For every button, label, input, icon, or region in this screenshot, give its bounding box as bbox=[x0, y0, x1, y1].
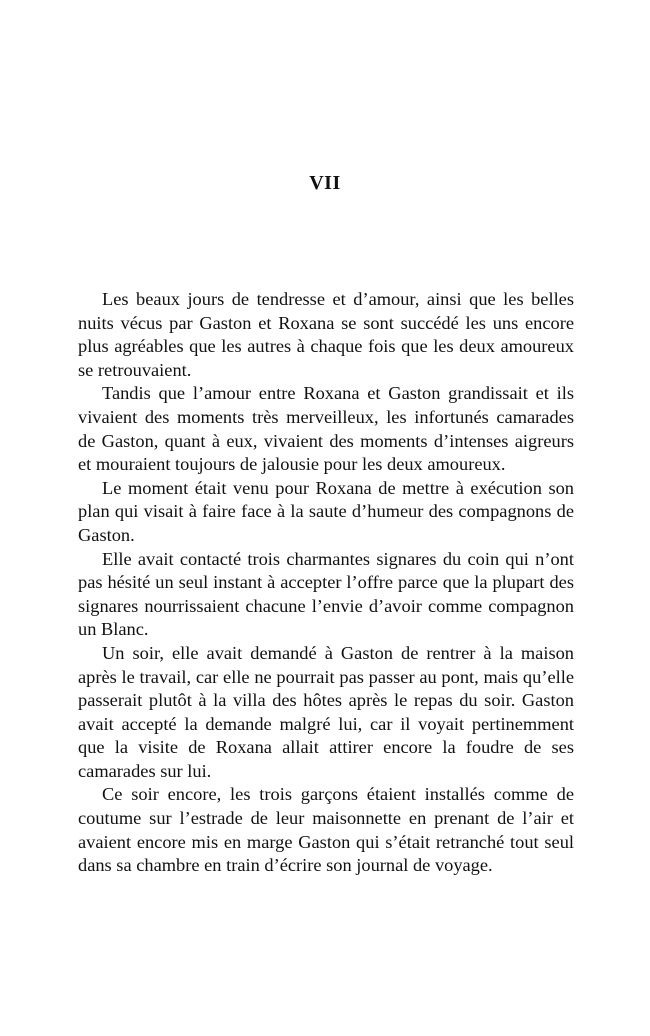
paragraph: Un soir, elle avait demandé à Gaston de rentrer à la maison après le travail, car elle ne pourrait pas passer au pont, mais qu’elle passerait plutôt à la villa des hôtes après le repas du soir. Gaston avait accepté la demande malgré lui, car il voyait pertinemment que la visite de Roxana allait attirer encore la foudre de ses camarades sur lui. bbox=[78, 642, 574, 781]
paragraph: Ce soir encore, les trois garçons étaient installés comme de coutume sur l’estrade de leur maisonnette en prenant de l’air et avaient encore mis en marge Gaston qui s’était retranché tout seul dans sa chambre en train d’écrire son journal de voyage. bbox=[78, 784, 574, 876]
chapter-body bbox=[78, 288, 574, 878]
chapter-title: VII bbox=[309, 172, 341, 194]
paragraph: Le moment était venu pour Roxana de mettre à exécution son plan qui visait à faire face à la saute d’humeur des compagnons de Gaston. bbox=[78, 477, 574, 545]
paragraph: Les beaux jours de tendresse et d’amour, ainsi que les belles nuits vécus par Gaston et Roxana se sont succédé les uns encore plus agréables que les autres à chaque fois que les deux amoureux se retrouvaient. bbox=[78, 289, 574, 380]
paragraph: Tandis que l’amour entre Roxana et Gaston grandissait et ils vivaient des moments très merveilleux, les infortunés camarades de Gaston, quant à eux, vivaient des moments d’intenses aigreurs et mouraient toujours de jalousie pour les deux amoureux. bbox=[78, 383, 574, 475]
paragraph: Elle avait contacté trois charmantes signares du coin qui n’ont pas hésité un seul instant à accepter l’offre parce que la plupart des signares nourrissaient chacune l’envie d’avoir comme compagnon un Blanc. bbox=[78, 548, 574, 640]
